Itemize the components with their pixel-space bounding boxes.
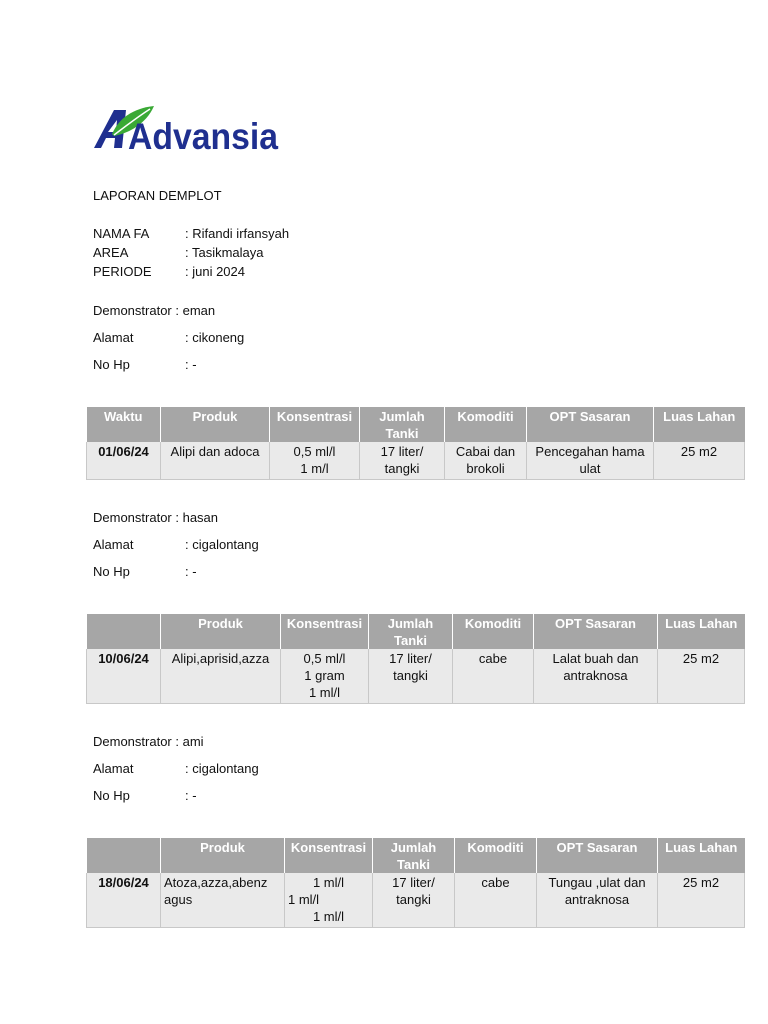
col-komoditi: Komoditi bbox=[453, 614, 534, 649]
cell-opt-sasaran: Pencegahan hama ulat bbox=[527, 442, 654, 480]
konsentrasi-line: 1 ml/l bbox=[308, 685, 341, 700]
cell-produk: Alipi dan adoca bbox=[161, 442, 270, 480]
cell-luas-lahan: 25 m2 bbox=[658, 649, 745, 704]
konsentrasi-line: 1 gram bbox=[304, 668, 345, 683]
cell-waktu: 18/06/24 bbox=[87, 873, 161, 928]
alamat-3-label: Alamat bbox=[93, 761, 134, 776]
col-konsentrasi: Konsentrasi bbox=[281, 614, 369, 649]
konsentrasi-line: 1 ml/l bbox=[312, 875, 345, 890]
col-jumlah-tanki: Jumlah Tanki bbox=[360, 407, 445, 442]
col-luas-lahan: Luas Lahan bbox=[658, 838, 745, 873]
col-waktu: Waktu bbox=[87, 407, 161, 442]
cell-luas-lahan: 25 m2 bbox=[658, 873, 745, 928]
table-row bbox=[87, 873, 745, 928]
nama-fa-value: : Rifandi irfansyah bbox=[185, 226, 290, 241]
cell-komoditi: cabe bbox=[453, 649, 534, 704]
demplot-table-3 bbox=[86, 838, 745, 928]
cell-komoditi: cabe bbox=[455, 873, 537, 928]
col-konsentrasi: Konsentrasi bbox=[270, 407, 360, 442]
demonstrator-2: Demonstrator : hasan bbox=[93, 510, 219, 525]
no-hp-1-value: : - bbox=[185, 357, 197, 372]
area-label: AREA bbox=[93, 245, 129, 260]
no-hp-2-label: No Hp bbox=[93, 564, 130, 579]
konsentrasi-line: 0,5 ml/l bbox=[293, 444, 336, 459]
alamat-2-value: : cigalontang bbox=[185, 537, 259, 552]
demplot-table-1 bbox=[86, 407, 745, 480]
konsentrasi-line: 0,5 ml/l bbox=[303, 651, 346, 666]
col-produk: Produk bbox=[161, 407, 270, 442]
advansia-logo-text: Advansia bbox=[128, 116, 279, 154]
no-hp-3-label: No Hp bbox=[93, 788, 130, 803]
cell-konsentrasi bbox=[270, 442, 360, 480]
col-konsentrasi: Konsentrasi bbox=[285, 838, 373, 873]
col-luas-lahan: Luas Lahan bbox=[654, 407, 745, 442]
col-opt-sasaran: OPT Sasaran bbox=[527, 407, 654, 442]
col-produk: Produk bbox=[161, 614, 281, 649]
table-header-row bbox=[87, 407, 745, 442]
alamat-2-label: Alamat bbox=[93, 537, 134, 552]
cell-jumlah-tanki: 17 liter/ tangki bbox=[373, 873, 455, 928]
report-title: LAPORAN DEMPLOT bbox=[93, 188, 222, 203]
cell-opt-sasaran: Tungau ,ulat dan antraknosa bbox=[537, 873, 658, 928]
col-opt-sasaran: OPT Sasaran bbox=[537, 838, 658, 873]
cell-konsentrasi bbox=[285, 873, 373, 928]
col-jumlah-tanki: Jumlah Tanki bbox=[369, 614, 453, 649]
col-komoditi: Komoditi bbox=[455, 838, 537, 873]
col-produk: Produk bbox=[161, 838, 285, 873]
col-luas-lahan: Luas Lahan bbox=[658, 614, 745, 649]
area-value: : Tasikmalaya bbox=[185, 245, 264, 260]
cell-produk: Alipi,aprisid,azza bbox=[161, 649, 281, 704]
col-waktu bbox=[87, 614, 161, 649]
periode-value: : juni 2024 bbox=[185, 264, 245, 279]
no-hp-1-label: No Hp bbox=[93, 357, 130, 372]
alamat-1-label: Alamat bbox=[93, 330, 134, 345]
col-jumlah-tanki: Jumlah Tanki bbox=[373, 838, 455, 873]
table-header-row bbox=[87, 614, 745, 649]
konsentrasi-line: 1 ml/l bbox=[312, 909, 345, 924]
table-row bbox=[87, 649, 745, 704]
cell-waktu: 01/06/24 bbox=[87, 442, 161, 480]
table-header-row bbox=[87, 838, 745, 873]
alamat-1-value: : cikoneng bbox=[185, 330, 245, 345]
advansia-logo-mark bbox=[92, 104, 282, 154]
cell-komoditi: Cabai dan brokoli bbox=[445, 442, 527, 480]
col-opt-sasaran: OPT Sasaran bbox=[534, 614, 658, 649]
advansia-logo bbox=[92, 104, 282, 154]
table-row bbox=[87, 442, 745, 480]
konsentrasi-line: 1 m/l bbox=[300, 461, 329, 476]
cell-konsentrasi bbox=[281, 649, 369, 704]
demonstrator-3: Demonstrator : ami bbox=[93, 734, 204, 749]
cell-opt-sasaran: Lalat buah dan antraknosa bbox=[534, 649, 658, 704]
periode-label: PERIODE bbox=[93, 264, 152, 279]
cell-jumlah-tanki: 17 liter/ tangki bbox=[369, 649, 453, 704]
no-hp-3-value: : - bbox=[185, 788, 197, 803]
cell-waktu: 10/06/24 bbox=[87, 649, 161, 704]
cell-jumlah-tanki: 17 liter/ tangki bbox=[360, 442, 445, 480]
nama-fa-label: NAMA FA bbox=[93, 226, 150, 241]
no-hp-2-value: : - bbox=[185, 564, 197, 579]
demplot-table-2 bbox=[86, 614, 745, 704]
col-waktu bbox=[87, 838, 161, 873]
col-komoditi: Komoditi bbox=[445, 407, 527, 442]
konsentrasi-line: 1 ml/l bbox=[288, 892, 320, 907]
cell-produk: Atoza,azza,abenz agus bbox=[161, 873, 285, 928]
alamat-3-value: : cigalontang bbox=[185, 761, 259, 776]
cell-luas-lahan: 25 m2 bbox=[654, 442, 745, 480]
demonstrator-1: Demonstrator : eman bbox=[93, 303, 216, 318]
